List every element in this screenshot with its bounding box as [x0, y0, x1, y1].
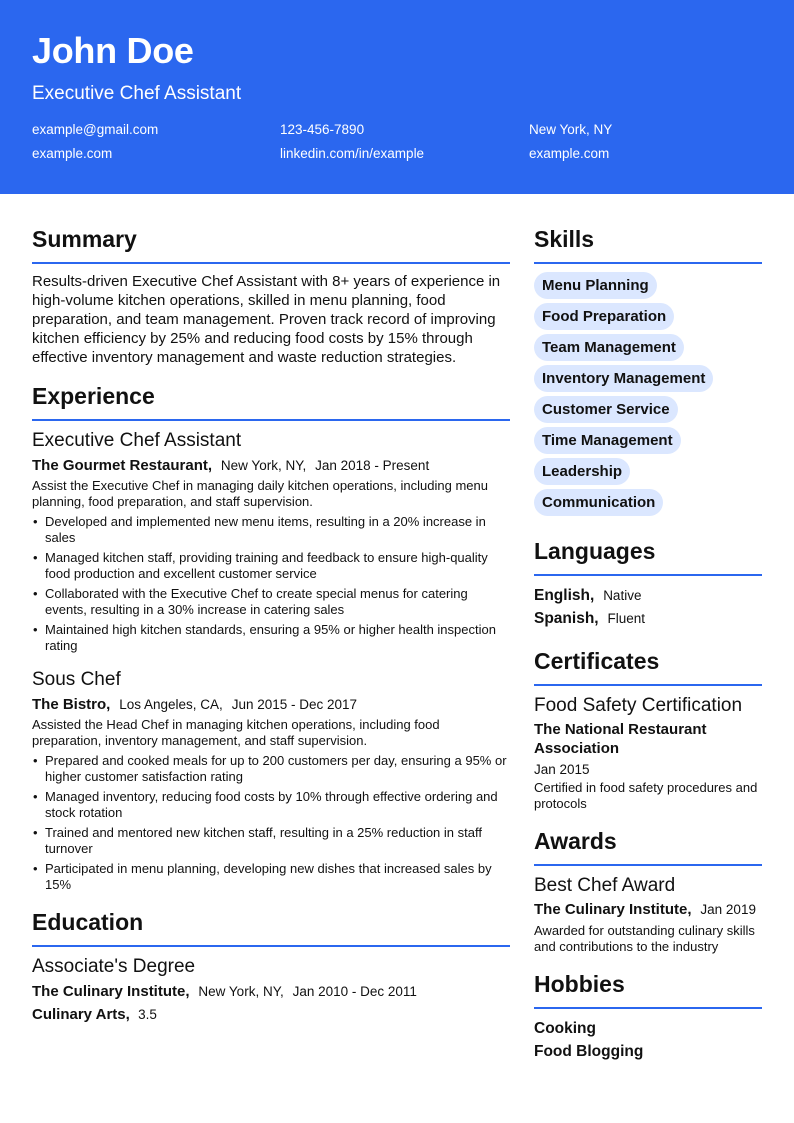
education-location: New York, NY,: [198, 984, 284, 999]
skills-section: [534, 224, 762, 520]
skill-tag: Leadership: [534, 458, 630, 485]
certificate-description: Certified in food safety procedures and protocols: [534, 780, 758, 811]
section-heading-certificates: Certificates: [534, 646, 762, 686]
hobby-item: Cooking: [534, 1020, 596, 1037]
job-company: The Gourmet Restaurant,: [32, 457, 213, 474]
job-bullet: • Developed and implemented new menu items, resulting in a 20% increase in sales: [32, 514, 510, 546]
section-heading-awards: Awards: [534, 826, 762, 866]
languages-section: [534, 536, 762, 630]
education-section: [32, 907, 510, 1026]
job-meta: [32, 456, 510, 476]
language-item: [534, 584, 762, 607]
certificates-section: [534, 646, 762, 812]
summary-text: Results-driven Executive Chef Assistant with 8+ years of experience in high-volume kitchen operations, skilled in menu planning, food preparation, and team management. Proven track record of improving kitchen efficiency by 25% and reducing food costs by 15% through effective inventory management and waste reduction strategies.: [32, 273, 501, 366]
education-school: The Culinary Institute,: [32, 983, 190, 1000]
job-bullet: • Prepared and cooked meals for up to 200 customers per day, ensuring a 95% or higher customer satisfaction rating: [32, 753, 510, 785]
contact-phone[interactable]: 123-456-7890: [280, 122, 365, 137]
award-description: Awarded for outstanding culinary skills and contributions to the industry: [534, 923, 755, 954]
candidate-name: John Doe: [32, 30, 194, 71]
job-description: Assisted the Head Chef in managing kitchen operations, including food preparation, inventory management, and staff supervision.: [32, 717, 440, 748]
education-gpa: 3.5: [138, 1007, 157, 1022]
job-title: Sous Chef: [32, 669, 121, 690]
job-dates: Jun 2015 - Dec 2017: [231, 697, 358, 712]
job-entry: [32, 429, 510, 654]
language-level: Native: [603, 588, 642, 603]
main-column: [32, 224, 510, 1026]
award-date: Jan 2019: [700, 902, 756, 917]
certificate-date: Jan 2015: [534, 762, 590, 777]
job-entry: [32, 668, 510, 893]
job-bullet: • Trained and mentored new kitchen staff, resulting in a 25% reduction in staff turnover: [32, 825, 510, 857]
contact-website[interactable]: example.com: [32, 146, 113, 161]
summary-section: [32, 224, 510, 367]
award-title: Best Chef Award: [534, 875, 676, 896]
hobbies-section: [534, 969, 762, 1063]
job-bullet: • Managed inventory, reducing food costs by 10% through effective ordering and stock rotation: [32, 789, 510, 821]
contact-email[interactable]: example@gmail.com: [32, 122, 159, 137]
job-description: Assist the Executive Chef in managing daily kitchen operations, including menu planning, food preparation, and staff supervision.: [32, 478, 488, 509]
section-heading-skills: Skills: [534, 224, 762, 264]
hobby-item: Food Blogging: [534, 1043, 644, 1060]
education-meta: [32, 982, 510, 1002]
contact-website-2[interactable]: example.com: [529, 146, 610, 161]
education-field-line: [32, 1004, 510, 1026]
experience-section: [32, 381, 510, 893]
skill-tag: Food Preparation: [534, 303, 674, 330]
education-entry: [32, 955, 510, 1026]
award-issuer: The Culinary Institute,: [534, 901, 692, 918]
skill-tag: Customer Service: [534, 396, 678, 423]
certificate-issuer: The National Restaurant Association: [534, 721, 707, 757]
skills-list: [534, 272, 762, 520]
skill-tag: Menu Planning: [534, 272, 657, 299]
award-meta: [534, 900, 762, 920]
section-heading-languages: Languages: [534, 536, 762, 576]
section-heading-hobbies: Hobbies: [534, 969, 762, 1009]
job-meta: [32, 695, 510, 715]
skill-tag: Inventory Management: [534, 365, 713, 392]
job-title: Executive Chef Assistant: [32, 430, 242, 451]
language-item: [534, 607, 762, 630]
education-degree: Associate's Degree: [32, 956, 196, 977]
contact-linkedin[interactable]: linkedin.com/in/example: [280, 146, 425, 161]
resume-header: [0, 0, 794, 194]
skill-tag: Communication: [534, 489, 663, 516]
job-bullet: • Collaborated with the Executive Chef to create special menus for catering events, resulting in a 30% increase in catering sales: [32, 586, 510, 618]
job-bullet: • Participated in menu planning, developing new dishes that increased sales by 15%: [32, 861, 510, 893]
language-name: English,: [534, 587, 595, 604]
education-dates: Jan 2010 - Dec 2011: [292, 984, 417, 999]
candidate-title: Executive Chef Assistant: [32, 83, 242, 104]
job-bullet: • Managed kitchen staff, providing training and feedback to ensure high-quality food production and excellent customer service: [32, 550, 510, 582]
job-dates: Jan 2018 - Present: [315, 458, 430, 473]
skill-tag: Team Management: [534, 334, 684, 361]
job-bullets: [32, 753, 510, 893]
language-name: Spanish,: [534, 610, 599, 627]
certificate-title: Food Safety Certification: [534, 695, 743, 716]
job-location: Los Angeles, CA,: [119, 697, 223, 712]
contact-location: New York, NY: [529, 122, 613, 137]
job-bullet: • Maintained high kitchen standards, ensuring a 95% or higher health inspection rating: [32, 622, 510, 654]
awards-section: [534, 826, 762, 955]
skill-tag: Time Management: [534, 427, 681, 454]
job-company: The Bistro,: [32, 696, 111, 713]
section-heading-experience: Experience: [32, 381, 510, 421]
language-level: Fluent: [607, 611, 646, 626]
job-bullets: [32, 514, 510, 654]
education-field: Culinary Arts,: [32, 1006, 130, 1023]
section-heading-education: Education: [32, 907, 510, 947]
side-column: [534, 224, 762, 1063]
job-location: New York, NY,: [220, 458, 307, 473]
section-heading-summary: Summary: [32, 224, 510, 264]
